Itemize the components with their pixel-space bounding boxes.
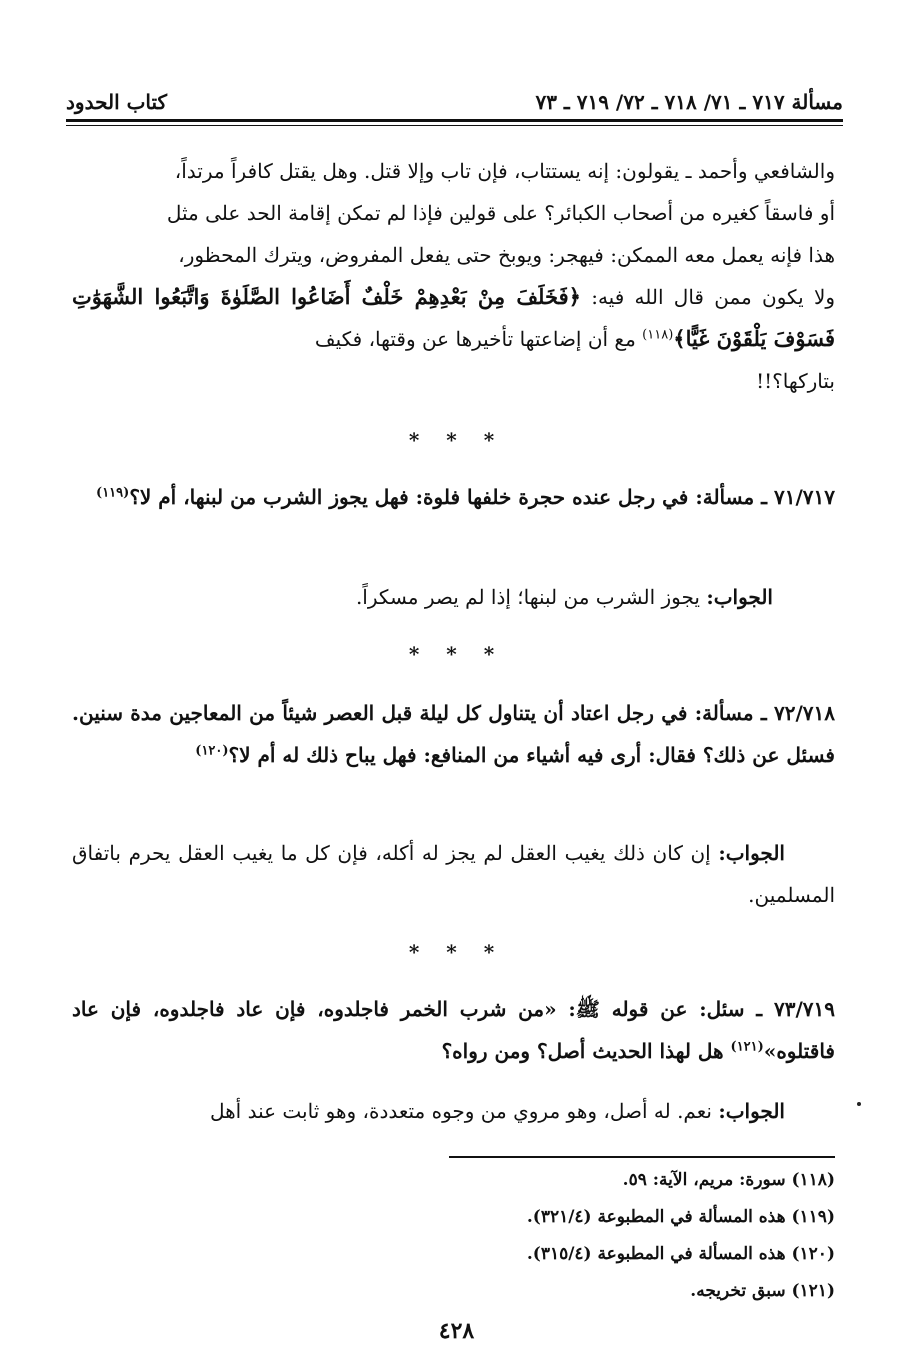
answer-label: الجواب: — [706, 585, 773, 609]
footnote-ref: (١١٨) — [642, 327, 674, 343]
header-rule-thin — [66, 125, 843, 126]
question-717 — [72, 476, 835, 518]
footnote-item: (١١٩) هذه المسألة في المطبوعة (٣٢١/٤). — [526, 1207, 835, 1227]
question-body: في رجل عنده حجرة خلفها فلوة: فهل يجوز الشرب من لبنها، أم لا؟ — [129, 485, 689, 509]
question-body: هل لهذا الحديث أصل؟ ومن رواه؟ — [441, 1039, 724, 1063]
section-separator: * * * — [408, 642, 505, 666]
intro-line: أو فاسقاً كغيره من أصحاب الكبائر؟ على قولين فإذا لم تمكن إقامة الحد على مثل — [166, 201, 835, 225]
question-719 — [72, 988, 835, 1072]
answer-717 — [72, 576, 773, 618]
question-body: عن قوله ﷺ: «من شرب الخمر فاجلدوه، فإن عاد فاجلدوه، فإن عاد فاقتلوه» — [72, 997, 835, 1063]
answer-line — [72, 576, 773, 618]
footnote-item: (١٢١) سبق تخريجه. — [690, 1281, 835, 1301]
answer-label: الجواب: — [718, 1099, 785, 1123]
footnote-rule — [449, 1156, 835, 1158]
answer-718 — [72, 832, 835, 916]
page-number: ٤٢٨ — [438, 1318, 475, 1344]
question-text — [72, 692, 835, 776]
footnote-ref: (١٢١) — [730, 1039, 764, 1055]
intro-line: بتاركها؟!! — [756, 369, 835, 393]
answer-text: نعم. له أصل، وهو مروي من وجوه متعددة، وهو ثابت عند أهل — [209, 1099, 712, 1123]
question-label: ـ سئل: — [699, 997, 763, 1021]
intro-line: والشافعي وأحمد ـ يقولون: إنه يستتاب، فإن تاب وإلا قتل. وهل يقتل كافراً مرتداً، — [174, 159, 835, 183]
section-separator: * * * — [408, 428, 505, 452]
footnote-item: (١١٨) سورة: مريم، الآية: ٥٩. — [622, 1170, 835, 1190]
section-separator: * * * — [408, 940, 505, 964]
answer-719 — [72, 1090, 835, 1132]
footnotes — [300, 1162, 835, 1310]
answer-line — [72, 832, 835, 916]
answer-line — [72, 1090, 835, 1132]
quran-verse: ﴿فَخَلَفَ مِنْ بَعْدِهِمْ خَلْفٌ أَضَاعُوا الصَّلَوٰةَ وَاتَّبَعُوا الشَّهَوَٰتِ فَسَوْفَ يَلْقَوْنَ غَيًّا﴾ — [72, 284, 835, 351]
answer-text: يجوز الشرب من لبنها؛ إذا لم يصر مسكراً. — [355, 585, 700, 609]
issue-range: مسألة ٧١٧ ـ ٧١/ ٧١٨ ـ ٧٢/ ٧١٩ ـ ٧٣ — [535, 90, 843, 114]
header-rule — [66, 119, 843, 122]
question-label: ـ مسألة: — [695, 485, 768, 509]
answer-text: إن كان ذلك يغيب العقل لم يجز له أكله، فإن كل ما يغيب العقل يحرم باتفاق المسلمين. — [72, 841, 835, 907]
book-title: كتاب الحدود — [66, 90, 168, 114]
intro-text: مع أن إضاعتها تأخيرها عن وقتها، فكيف — [314, 327, 636, 351]
answer-label: الجواب: — [718, 841, 785, 865]
intro-paragraph — [72, 150, 835, 402]
footnote-ref: (١٢٠) — [195, 743, 229, 759]
intro-line: هذا فإنه يعمل معه الممكن: فيهجر: ويوبخ حتى يفعل المفروض، ويترك المحظور، — [178, 243, 835, 267]
question-718 — [72, 692, 835, 776]
question-number: ٧١/٧١٧ — [773, 485, 835, 509]
question-label: ـ مسألة: — [694, 701, 767, 725]
question-text — [72, 988, 835, 1072]
intro-line-verse — [72, 276, 835, 360]
intro-text: ولا يكون ممن قال الله فيه: — [591, 285, 836, 309]
question-body: في رجل اعتاد أن يتناول كل ليلة قبل العصر شيئاً من المعاجين مدة سنين. فسئل عن ذلك؟ فقال: أرى فيه أشياء من المنافع: فهل يباح ذلك له أم لا؟ — [72, 701, 835, 767]
question-text — [72, 476, 835, 518]
running-head — [66, 78, 843, 114]
question-number: ٧٢/٧١٨ — [773, 701, 835, 725]
footnote-item: (١٢٠) هذه المسألة في المطبوعة (٣١٥/٤). — [526, 1244, 835, 1264]
question-number: ٧٣/٧١٩ — [773, 997, 835, 1021]
footnote-ref: (١١٩) — [96, 485, 130, 501]
margin-dot — [857, 1102, 861, 1106]
